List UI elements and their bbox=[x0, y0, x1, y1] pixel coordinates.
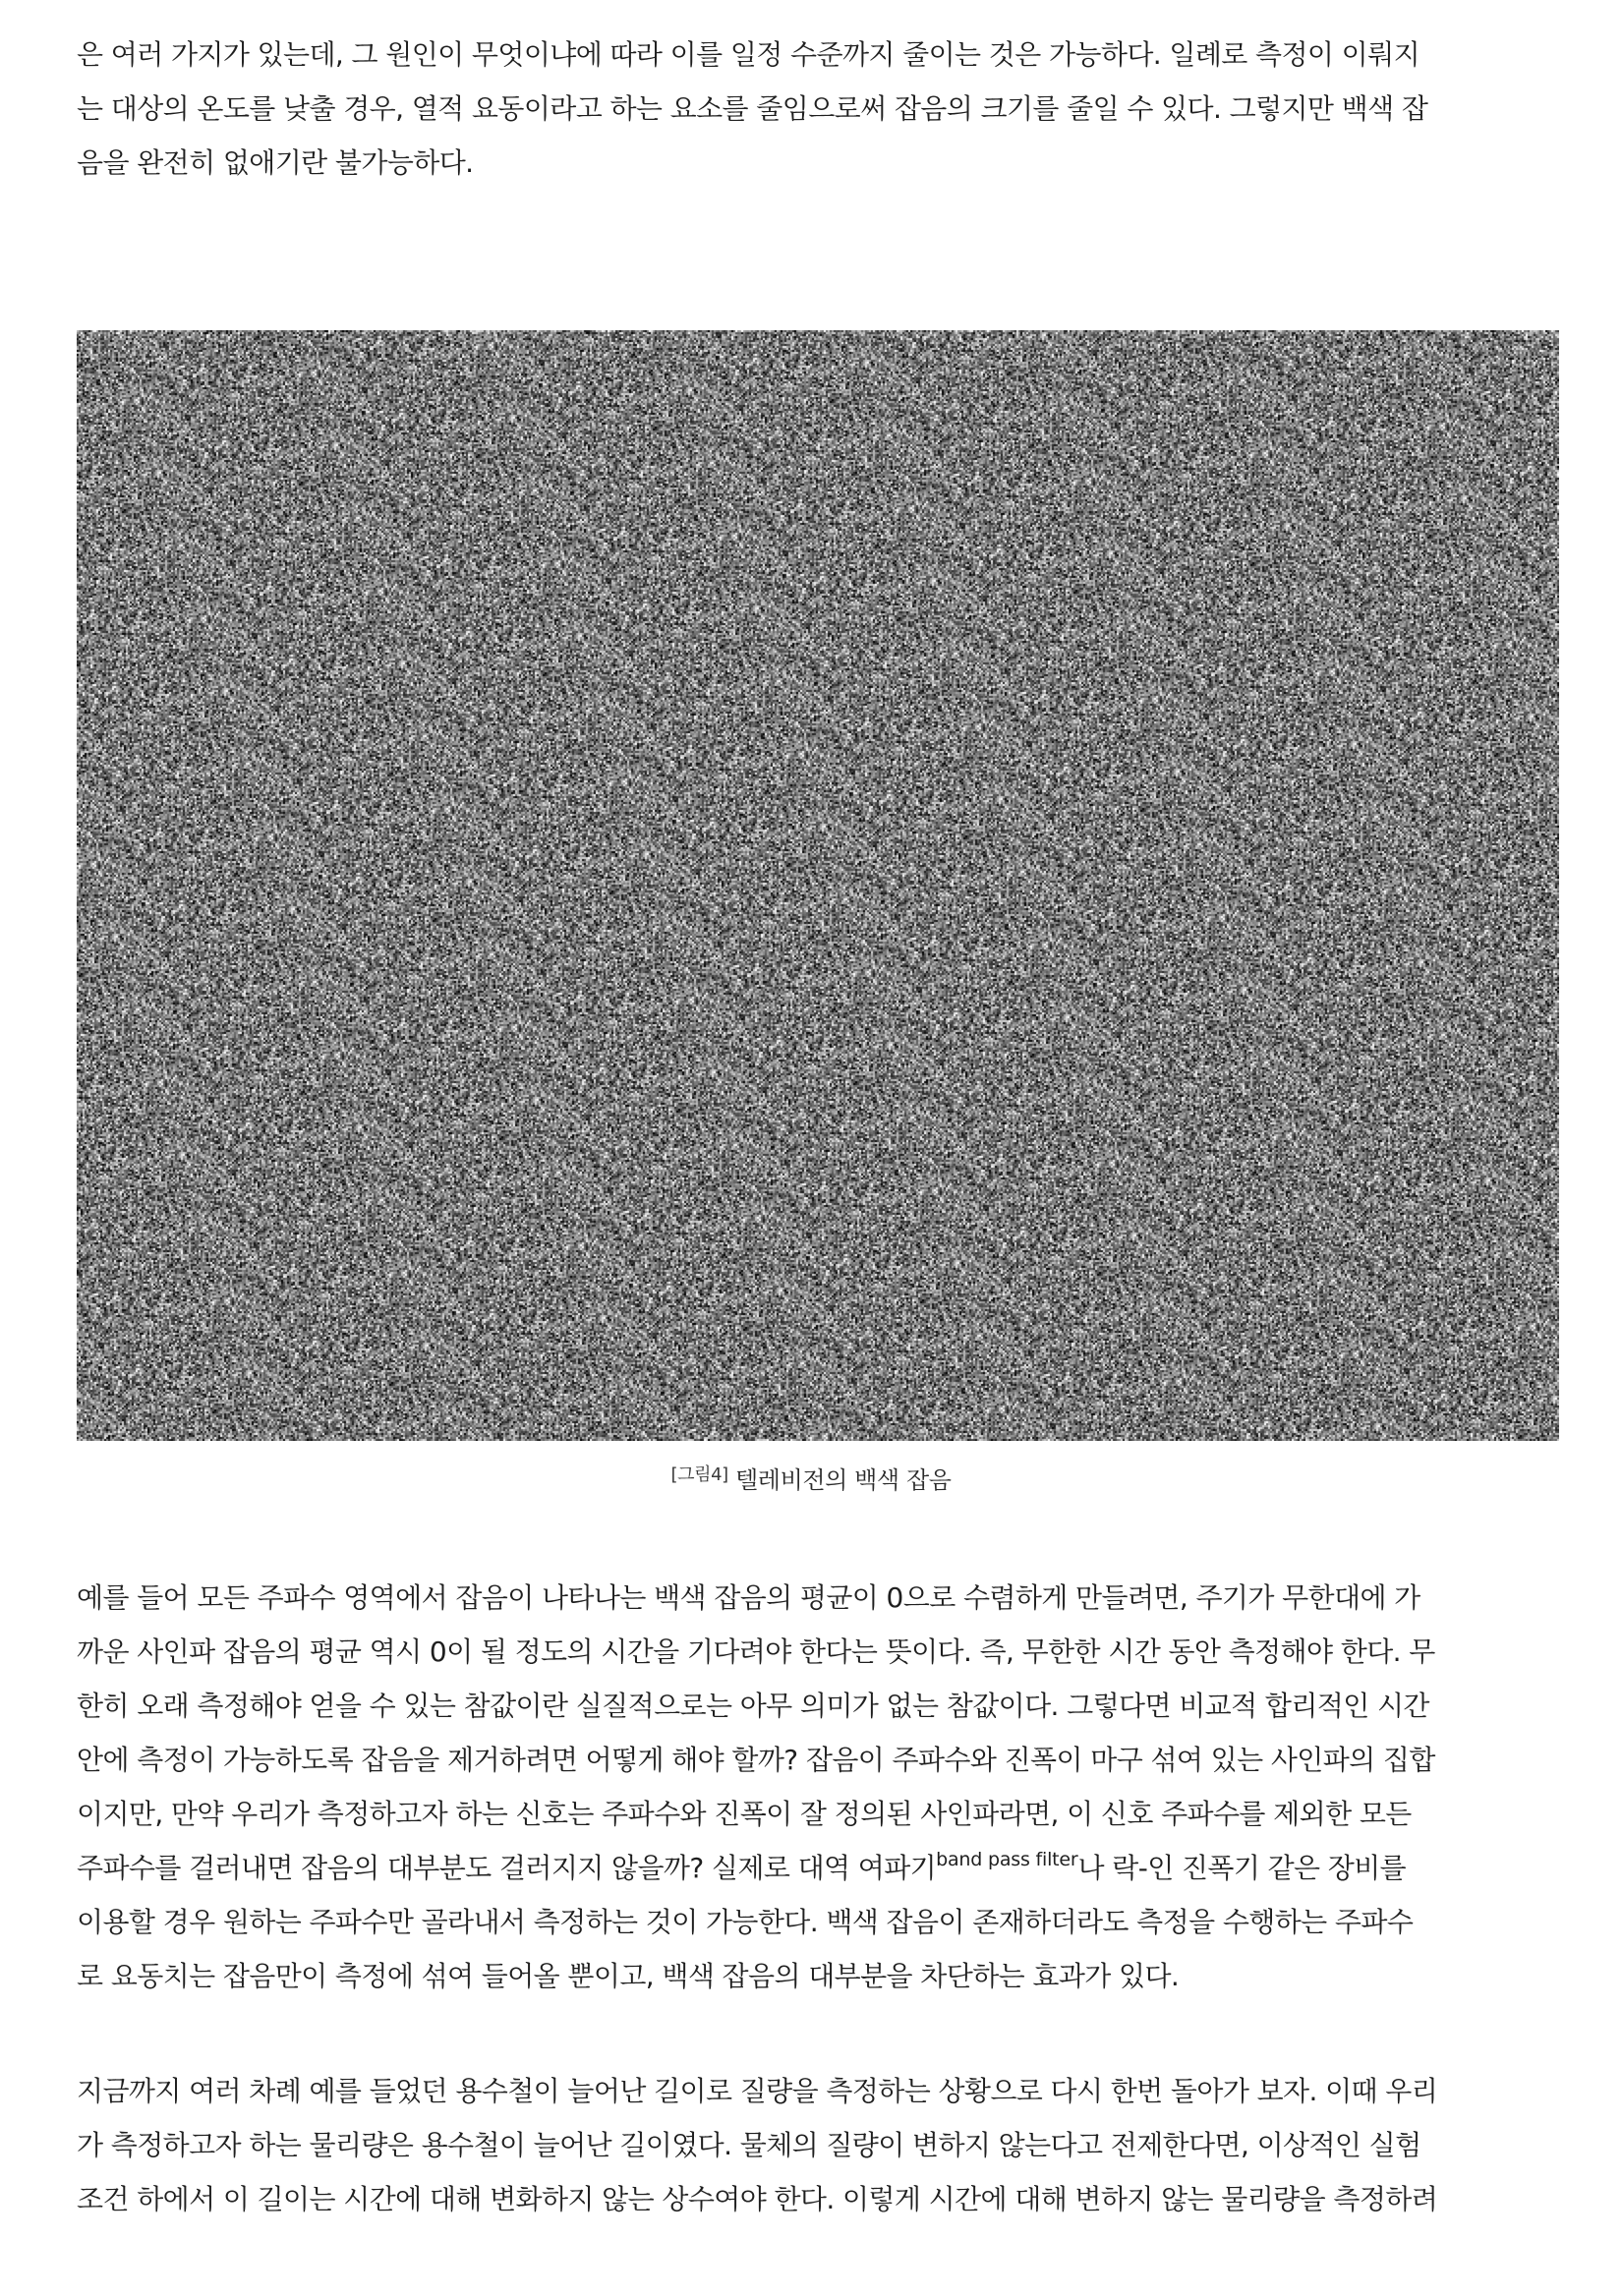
text-line: 이지만, 만약 우리가 측정하고자 하는 신호는 주파수와 진폭이 잘 정의된 사인파라면, 이 신호 주파수를 제외한 모든 bbox=[77, 1798, 1412, 1830]
text-line: 로 요동치는 잡음만이 측정에 섞여 들어올 뿐이고, 백색 잡음의 대부분을 차단하는 효과가 있다. bbox=[77, 1960, 1180, 1992]
white-noise-figure bbox=[77, 330, 1559, 1441]
text-line: 안에 측정이 가능하도록 잡음을 제거하려면 어떻게 해야 할까? 잡음이 주파수와 진폭이 마구 섞여 있는 사인파의 집합 bbox=[77, 1744, 1435, 1776]
caption-text: 텔레비전의 백색 잡음 bbox=[735, 1466, 952, 1494]
text-line: 지금까지 여러 차례 예를 들었던 용수철이 늘어난 길이로 질량을 측정하는 상황으로 다시 한번 돌아가 보자. 이때 우리 bbox=[77, 2075, 1438, 2107]
text-line bbox=[77, 1841, 1559, 1895]
white-noise-image bbox=[77, 330, 1559, 1441]
paragraph-spring-measurement bbox=[77, 2064, 1559, 2226]
figure-number: [그림4] bbox=[670, 1464, 728, 1485]
term-annotation: band pass filter bbox=[936, 1849, 1078, 1870]
text-line: 조건 하에서 이 길이는 시간에 대해 변화하지 않는 상수여야 한다. 이렇게 시간에 대해 변하지 않는 물리량을 측정하려 bbox=[77, 2183, 1438, 2215]
text-line: 은 여러 가지가 있는데, 그 원인이 무엇이냐에 따라 이를 일정 수준까지 줄이는 것은 가능하다. 일례로 측정이 이뤄지 bbox=[77, 38, 1420, 71]
text-line: 이용할 경우 원하는 주파수만 골라내서 측정하는 것이 가능한다. 백색 잡음이 존재하더라도 측정을 수행하는 주파수 bbox=[77, 1906, 1414, 1938]
text-line: 까운 사인파 잡음의 평균 역시 0이 될 정도의 시간을 기다려야 한다는 뜻이다. 즉, 무한한 시간 동안 측정해야 한다. 무 bbox=[77, 1636, 1435, 1668]
paragraph-noise-filtering bbox=[77, 1571, 1559, 2003]
text-segment: 나 락-인 진폭기 같은 장비를 bbox=[1077, 1852, 1407, 1884]
text-line: 가 측정하고자 하는 물리량은 용수철이 늘어난 길이였다. 물체의 질량이 변하지 않는다고 전제한다면, 이상적인 실험 bbox=[77, 2129, 1421, 2161]
text-line: 음을 완전히 없애기란 불가능하다. bbox=[77, 146, 474, 179]
intro-paragraph bbox=[77, 28, 1559, 190]
text-line: 한히 오래 측정해야 얻을 수 있는 참값이란 실질적으로는 아무 의미가 없는 참값이다. 그렇다면 비교적 합리적인 시간 bbox=[77, 1690, 1429, 1722]
text-segment: 주파수를 걸러내면 잡음의 대부분도 걸러지지 않을까? 실제로 대역 여파기 bbox=[77, 1852, 937, 1884]
text-line: 예를 들어 모든 주파수 영역에서 잡음이 나타나는 백색 잡음의 평균이 0으로 수렴하게 만들려면, 주기가 무한대에 가 bbox=[77, 1581, 1420, 1614]
figure-caption bbox=[0, 1461, 1622, 1495]
text-line: 는 대상의 온도를 낮출 경우, 열적 요동이라고 하는 요소를 줄임으로써 잡음의 크기를 줄일 수 있다. 그렇지만 백색 잡 bbox=[77, 92, 1428, 125]
